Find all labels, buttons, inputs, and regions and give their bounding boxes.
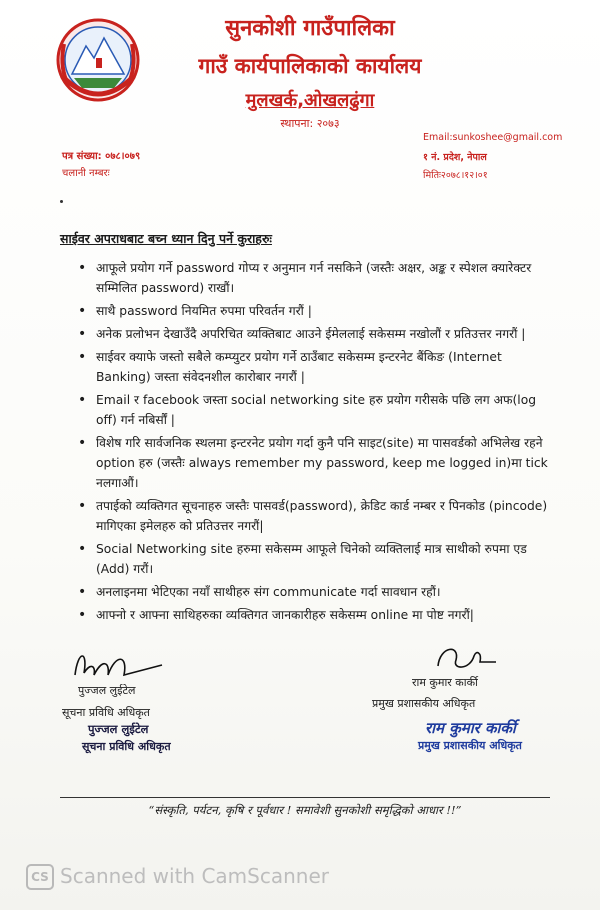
left-stamp-name: पुज्जल लुईटेल <box>88 722 149 736</box>
right-signer-title: प्रमुख प्रशासकीय अधिकृत <box>372 697 476 710</box>
office-address: मुलखर्क,ओखलढुंगा <box>245 90 375 111</box>
office-subtitle: गाउँ कार्यपालिकाको कार्यालय <box>198 54 422 78</box>
list-item: • आफूले प्रयोग गर्ने password गोप्य र अनुमान गर्न नसकिने (जस्तैः अक्षर, अङ्क र स्पेशल क्यारेक्टर सम्मिलित password) राखौं। <box>78 258 558 298</box>
letter-subject: साईवर अपराधबाट बच्न ध्यान दिनु पर्ने कुराहरुः <box>60 231 272 246</box>
dispatch-number: चलानी नम्बरः <box>62 168 110 179</box>
office-name-title: सुनकोशी गाउँपालिका <box>225 16 395 41</box>
office-email: Email:sunkoshee@gmail.com <box>423 132 563 143</box>
right-stamp-name: राम कुमार कार्की <box>425 719 516 737</box>
right-signature-mark <box>430 640 500 676</box>
footer-slogan: “संस्कृति, पर्यटन, कृषि र पूर्वधार ! समावेशी सुनकोशी समृद्धिको आधार !!” <box>148 803 462 817</box>
letter-date: मितिः२०७८।१२।०१ <box>423 170 488 181</box>
left-stamp-title: सूचना प्रविधि अधिकृत <box>82 740 171 753</box>
footer-divider <box>60 797 550 798</box>
list-item: • आफ्नो र आफ्ना साथिहरुका व्यक्तिगत जानकारीहरु सकेसम्म online मा पोष्ट नगरौं| <box>78 605 558 625</box>
list-item: • विशेष गरि सार्वजनिक स्थलमा इन्टरनेट प्रयोग गर्दा कुनै पनि साइट(site) मा पासवर्डको अभिलेख रहने option हरु (जस्तैः always remember my password, keep me logged in)मा tick नलगाऔं। <box>78 433 558 493</box>
camscanner-logo-icon: CS <box>26 864 54 890</box>
list-item: • अनेक प्रलोभन देखाउँदै अपरिचित व्यक्तिबाट आउने ईमेललाई सकेसम्म नखोलौं र प्रतिउत्तर नगरौं | <box>78 324 558 344</box>
left-signer-title: सूचना प्रविधि अधिकृत <box>62 706 150 719</box>
stray-mark <box>60 200 63 203</box>
list-item: • तपाईको व्यक्तिगत सूचनाहरु जस्तैः पासवर्ड(password), क्रेडिट कार्ड नम्बर र पिनकोड (pincode) मागिएका इमेलहरु को प्रतिउत्तर नगरौं| <box>78 496 558 536</box>
scanner-watermark: Scanned with CamScanner <box>60 864 329 888</box>
advice-list <box>78 258 558 628</box>
list-item: • Social Networking site हरुमा सकेसम्म आफूले चिनेको व्यक्तिलाई मात्र साथीको रुपमा एड (Add) गरौं। <box>78 539 558 579</box>
government-emblem-icon <box>52 14 144 110</box>
establishment-year: स्थापना: २०७३ <box>280 117 340 130</box>
list-item: • Email र facebook जस्ता social networking site हरु प्रयोग गरीसके पछि लग अफ(log off) गर्न नबिर्सौं | <box>78 390 558 430</box>
list-item: • साईवर क्याफे जस्तो सबैले कम्प्युटर प्रयोग गर्ने ठाउँबाट सकेसम्म इन्टरनेट बैंकिङ (Internet Banking) जस्ता संवेदनशील कारोबार नगरौं | <box>78 347 558 387</box>
left-signer-name: पुज्जल लुईटेल <box>78 684 136 697</box>
list-item: • अनलाइनमा भेटिएका नयाँ साथीहरु संग communicate गर्दा सावधान रहौं। <box>78 582 558 602</box>
left-signature-mark <box>70 645 170 685</box>
province-label: १ नं. प्रदेश, नेपाल <box>423 152 487 163</box>
letter-number: पत्र संख्या: ०७८।०७९ <box>62 151 141 162</box>
list-item: • साथै password नियमित रुपमा परिवर्तन गरौं | <box>78 301 558 321</box>
right-signer-name: राम कुमार कार्की <box>412 676 478 689</box>
right-stamp-title: प्रमुख प्रशासकीय अधिकृत <box>418 739 522 752</box>
